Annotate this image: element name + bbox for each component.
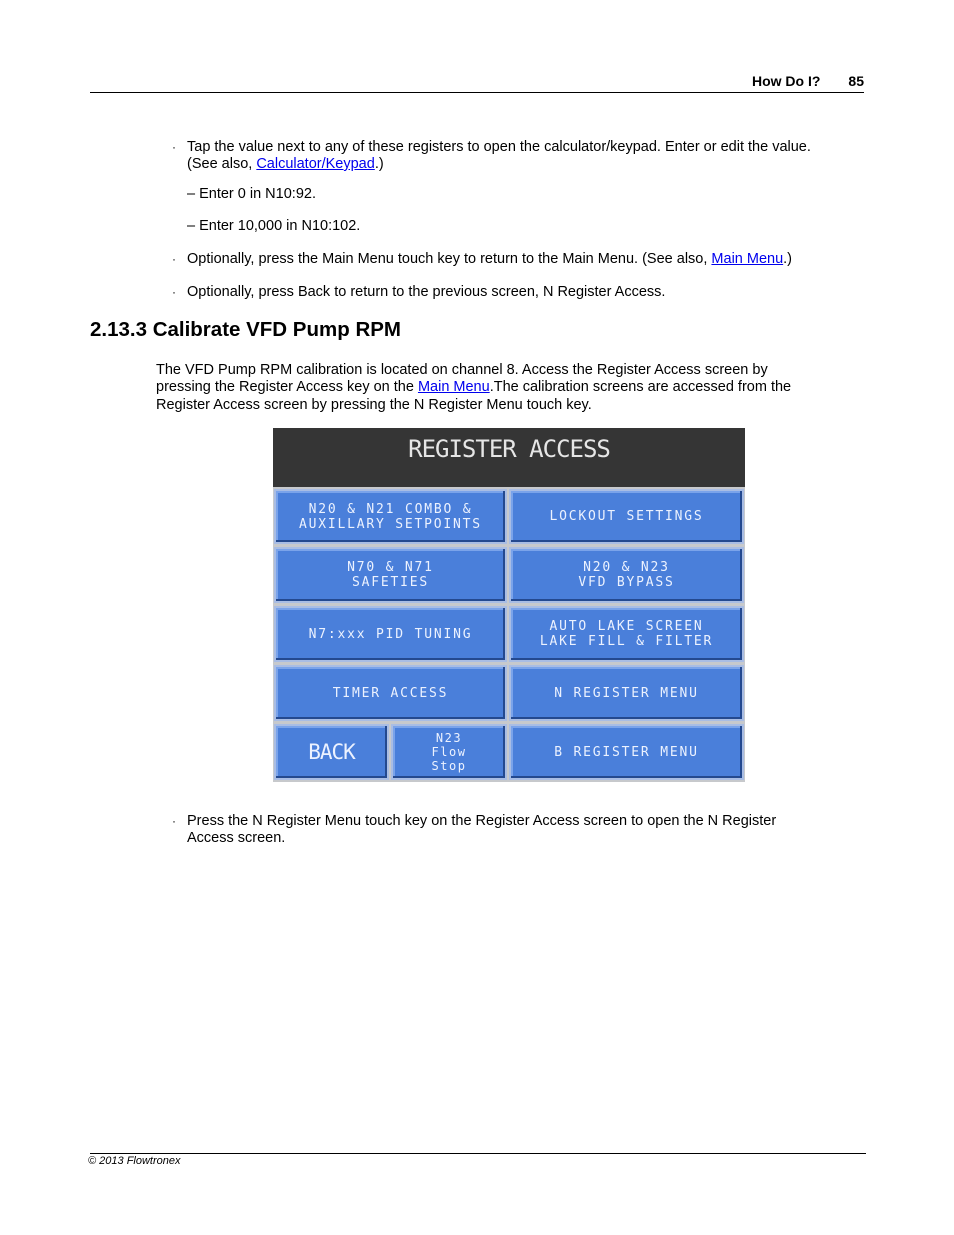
section-heading: 2.13.3 Calibrate VFD Pump RPM (90, 318, 402, 341)
button-label-line: Stop (431, 759, 467, 773)
n-register-menu-button[interactable] (509, 665, 744, 721)
bullet-text-line2: (See also, (187, 156, 257, 172)
bullet-dot: · (172, 252, 176, 266)
bullet-text-start: Optionally, press the Main Menu touch key to return to the Main Menu. (See also, (187, 251, 712, 267)
button-label-line: BACK (308, 739, 355, 764)
combo-aux-setpoints-button[interactable] (274, 489, 507, 544)
button-label-line: VFD BYPASS (578, 575, 675, 590)
bullet-text-end: .) (783, 251, 793, 267)
button-label-line: LOCKOUT SETTINGS (549, 509, 704, 524)
bullet-text-line2: Access screen. (187, 830, 286, 846)
b-register-menu-button[interactable] (509, 724, 744, 780)
main-menu-link[interactable]: Main Menu (711, 251, 784, 267)
bullet-main-menu (172, 251, 792, 268)
bullet-tap-value (172, 139, 811, 173)
sub-item-n10-92: – Enter 0 in N10:92. (187, 186, 316, 202)
timer-access-button[interactable] (274, 665, 507, 721)
button-label-line: TIMER ACCESS (332, 685, 449, 701)
hmi-title: REGISTER ACCESS (273, 428, 745, 487)
button-label-line: N20 & N21 COMBO & (308, 501, 473, 517)
bullet-text (172, 813, 776, 847)
bullet-dot: · (172, 814, 176, 828)
button-label-line: N7:xxx PID TUNING (308, 626, 473, 642)
button-label-line: AUTO LAKE SCREEN (549, 619, 704, 634)
bullet-back (172, 284, 665, 301)
bullet-text (172, 251, 792, 268)
vfd-bypass-button[interactable] (509, 547, 744, 603)
lockout-settings-button[interactable] (509, 489, 744, 544)
paragraph-line2-start: pressing the Register Access key on the (156, 379, 418, 396)
button-label-line: N20 & N23 (583, 560, 670, 575)
button-label-line: AUXILLARY SETPOINTS (299, 516, 482, 532)
copyright-footer: © 2013 Flowtronex (88, 1155, 181, 1167)
bullet-text-line1: Press the N Register Menu touch key on the Register Access screen to open the N Register (187, 813, 777, 829)
header-rule (90, 92, 864, 93)
back-button[interactable] (274, 724, 389, 780)
button-label-line: B REGISTER MENU (554, 744, 699, 760)
button-label-line: N23 (435, 731, 463, 745)
register-access-screenshot (273, 428, 745, 782)
paragraph-line1: The VFD Pump RPM calibration is located on channel 8. Access the Register Access screen by (156, 362, 768, 378)
running-header (752, 73, 864, 89)
button-label-line: LAKE FILL & FILTER (539, 634, 714, 649)
button-label-line: N REGISTER MENU (554, 685, 699, 701)
pid-tuning-button[interactable] (274, 606, 507, 662)
n23-flow-stop-button[interactable] (391, 724, 507, 780)
bullet-text (172, 139, 811, 173)
page-number: 85 (848, 73, 864, 89)
bullet-text: Optionally, press Back to return to the previous screen, N Register Access. (187, 284, 666, 300)
bullet-text-line1: Tap the value next to any of these registers to open the calculator/keypad. Enter or edit the value. (187, 139, 811, 155)
footer-rule (90, 1153, 866, 1154)
button-label-line: SAFETIES (351, 575, 429, 590)
sub-item-n10-102: – Enter 10,000 in N10:102. (187, 218, 361, 234)
bullet-text-end: .) (374, 156, 384, 172)
calculator-keypad-link[interactable]: Calculator/Keypad (256, 156, 375, 172)
auto-lake-screen-button[interactable] (509, 606, 744, 662)
paragraph-line3: Register Access screen by pressing the N Register Menu touch key. (156, 396, 592, 413)
bullet-n-register (172, 813, 776, 847)
bullet-dot: · (172, 140, 176, 154)
safeties-button[interactable] (274, 547, 507, 603)
button-label-line: N70 & N71 (347, 560, 434, 575)
bullet-dot: · (172, 285, 176, 299)
main-menu-link[interactable]: Main Menu (417, 379, 490, 396)
paragraph-line2-end: .The calibration screens are accessed from the (489, 379, 792, 396)
header-section: How Do I? (751, 73, 821, 89)
intro-paragraph (156, 362, 856, 414)
button-label-line: Flow (431, 745, 467, 759)
